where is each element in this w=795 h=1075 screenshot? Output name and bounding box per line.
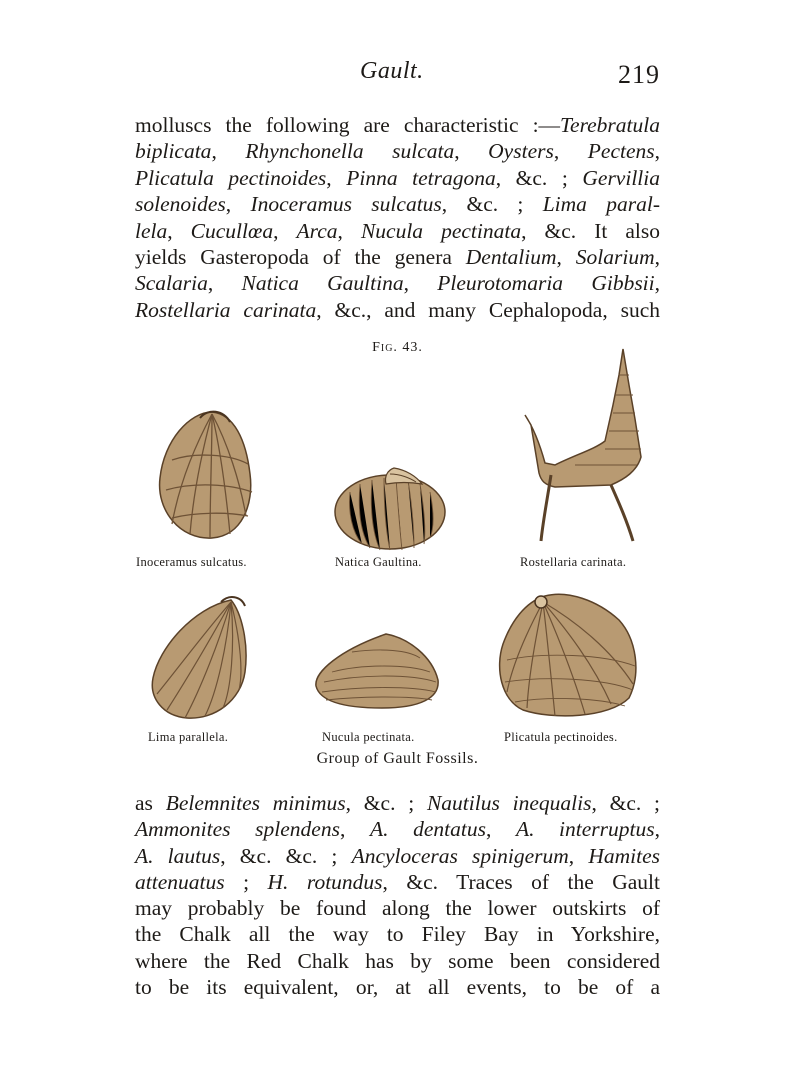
caption-lima: Lima parallela. — [148, 730, 229, 744]
text-line: the Chalk all the way to Filey Bay in Yorkshire, — [135, 922, 660, 947]
rostellaria-illustration — [515, 345, 660, 545]
text-line: lela, Cucullœa, Arca, Nucula pectinata, &c. It also — [135, 218, 660, 243]
running-title: Gault. — [360, 58, 424, 84]
text-line: solenoides, Inoceramus sulcatus, &c. ; Lima paral- — [135, 192, 660, 217]
text-line: Rostellaria carinata, &c., and many Cephalopoda, such — [135, 297, 660, 322]
caption-natica: Natica Gaultina. — [335, 555, 422, 569]
caption-nucula: Nucula pectinata. — [322, 730, 415, 744]
text-line: A. lautus, &c. &c. ; Ancyloceras spinigerum, Hamites — [135, 843, 660, 868]
nucula-illustration — [312, 628, 442, 713]
text-line: yields Gasteropoda of the genera Dentalium, Solarium, — [135, 244, 660, 269]
page-number: 219 — [618, 60, 660, 89]
text-line: as Belemnites minimus, &c. ; Nautilus inequalis, &c. ; — [135, 791, 660, 815]
lima-illustration — [145, 592, 255, 727]
paragraph-top — [135, 112, 660, 323]
natica-illustration — [330, 462, 450, 552]
caption-rostellaria: Rostellaria carinata. — [520, 555, 627, 569]
caption-inoceramus: Inoceramus sulcatus. — [136, 555, 247, 569]
inoceramus-illustration — [150, 400, 260, 550]
running-head — [0, 58, 795, 92]
figure-group-caption: Group of Gault Fossils. — [316, 750, 479, 767]
text-line: molluscs the following are characteristic :—Terebratula — [135, 113, 660, 137]
text-line: Ammonites splendens, A. dentatus, A. interruptus, — [135, 817, 660, 842]
text-line: Plicatula pectinoides, Pinna tetragona, &c. ; Gervillia — [135, 165, 660, 190]
text-line: biplicata, Rhynchonella sulcata, Oysters, Pectens, — [135, 139, 660, 164]
figure-label: Fig. 43. — [372, 340, 423, 355]
text-line: attenuatus ; H. rotundus, &c. Traces of the Gault — [135, 869, 660, 894]
caption-plicatula: Plicatula pectinoides. — [504, 730, 618, 744]
taxon: Terebratula — [560, 113, 660, 137]
text-line: may probably be found along the lower outskirts of — [135, 896, 660, 921]
plicatula-illustration — [493, 588, 643, 723]
text-line: Scalaria, Natica Gaultina, Pleurotomaria Gibbsii, — [135, 271, 661, 296]
paragraph-bottom — [135, 790, 660, 1000]
text-line: to be its equivalent, or, at all events, to be of a — [135, 975, 660, 1000]
text-line: where the Red Chalk has by some been considered — [135, 948, 660, 973]
